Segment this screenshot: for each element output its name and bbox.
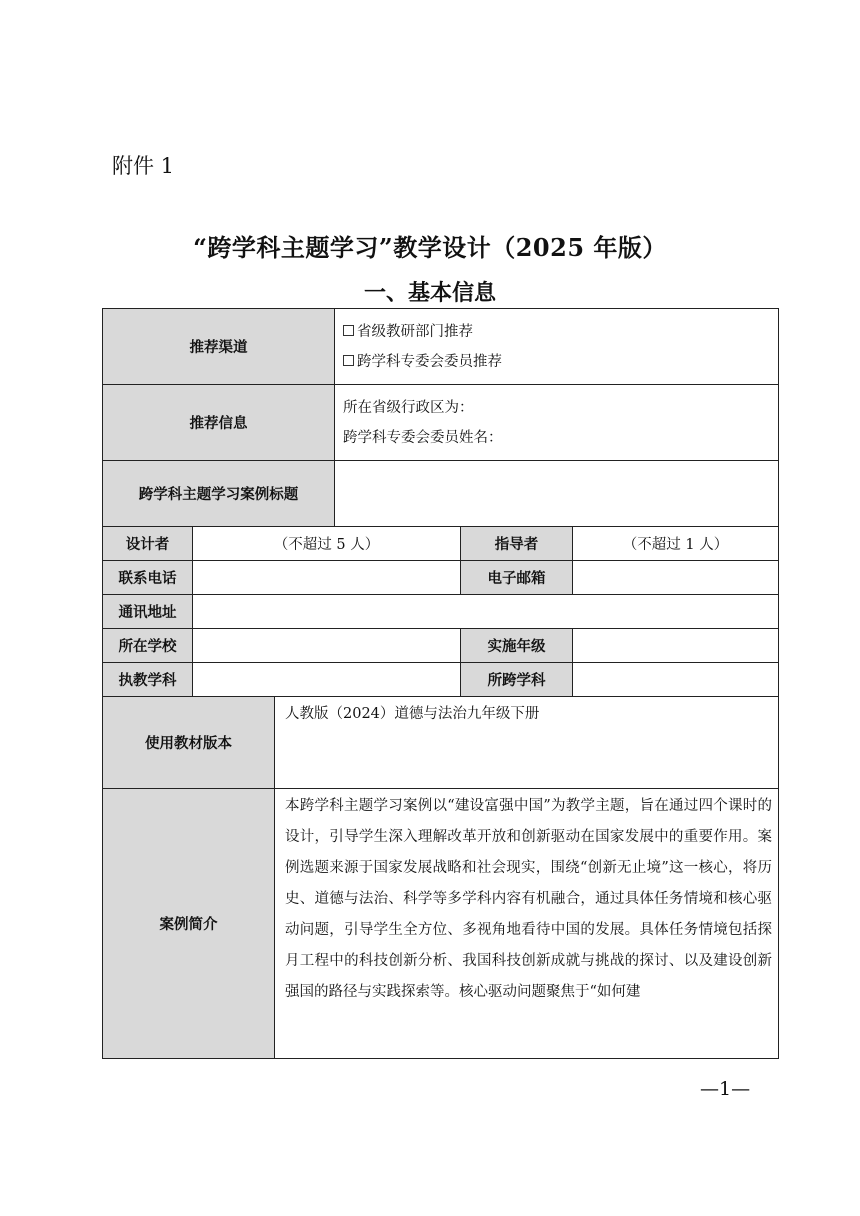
- summary-text: 本跨学科主题学习案例以“建设富强中国”为教学主题，旨在通过四个课时的设计，引导学生深入理解改革开放和创新驱动在国家发展中的重要作用。案例选题来源于国家发展战略和社会现实，围绕“创新无止境”这一核心，将历史、道德与法治、科学等多学科内容有机融合，通过具体任务情境和核心驱动问题，引导学生全方位、多视角地看待中国的发展。具体任务情境包括探月工程中的科技创新分析、我国科技创新成就与挑战的探讨、以及建设创新强国的路径与实践探索等。核心驱动问题聚焦于“如何建: [285, 798, 773, 1000]
- checkbox-icon[interactable]: [343, 325, 354, 336]
- subject-field[interactable]: [193, 663, 461, 697]
- row-channel: [103, 309, 779, 385]
- row-phone: [103, 561, 779, 595]
- email-field[interactable]: [573, 561, 779, 595]
- phone-label: 联系电话: [103, 561, 193, 595]
- row-address: [103, 595, 779, 629]
- option-committee[interactable]: 跨学科专委会委员推荐: [335, 347, 778, 377]
- address-field[interactable]: [193, 595, 779, 629]
- phone-field[interactable]: [193, 561, 461, 595]
- row-subject: [103, 663, 779, 697]
- member-name-line: 跨学科专委会委员姓名：: [343, 429, 503, 446]
- case-title-field[interactable]: [335, 461, 779, 527]
- subject-label: 执教学科: [103, 663, 193, 697]
- cross-subject-field[interactable]: [573, 663, 779, 697]
- channel-options: [335, 309, 779, 385]
- email-label: 电子邮箱: [461, 561, 573, 595]
- designer-field[interactable]: （不超过 5 人）: [193, 527, 461, 561]
- grade-field[interactable]: [573, 629, 779, 663]
- case-title-label: 跨学科主题学习案例标题: [103, 461, 335, 527]
- textbook-label: 使用教材版本: [103, 697, 275, 789]
- info-label: 推荐信息: [103, 385, 335, 461]
- document-title: “跨学科主题学习”教学设计（2025 年版）: [193, 233, 667, 262]
- row-designer: [103, 527, 779, 561]
- checkbox-icon[interactable]: [343, 355, 354, 366]
- designer-label: 设计者: [103, 527, 193, 561]
- advisor-field[interactable]: （不超过 1 人）: [573, 527, 779, 561]
- option-provincial[interactable]: 省级教研部门推荐: [335, 317, 778, 347]
- cross-subject-label: 所跨学科: [461, 663, 573, 697]
- summary-label: 案例简介: [103, 789, 275, 1059]
- school-label: 所在学校: [103, 629, 193, 663]
- attachment-label: 附件 1: [112, 154, 175, 178]
- row-school: [103, 629, 779, 663]
- section-heading: 一、基本信息: [363, 281, 496, 306]
- channel-label: 推荐渠道: [103, 309, 335, 385]
- row-textbook: [103, 697, 779, 789]
- row-case-title: [103, 461, 779, 527]
- advisor-label: 指导者: [461, 527, 573, 561]
- row-info: [103, 385, 779, 461]
- school-field[interactable]: [193, 629, 461, 663]
- province-line: 所在省级行政区为：: [343, 399, 474, 416]
- address-label: 通讯地址: [103, 595, 193, 629]
- summary-field[interactable]: [275, 789, 779, 1059]
- basic-info-table: [102, 308, 779, 1059]
- info-values: [335, 385, 779, 461]
- textbook-field[interactable]: 人教版（2024）道德与法治九年级下册: [275, 697, 779, 789]
- page-number: —1—: [700, 1078, 751, 1100]
- grade-label: 实施年级: [461, 629, 573, 663]
- row-summary: [103, 789, 779, 1059]
